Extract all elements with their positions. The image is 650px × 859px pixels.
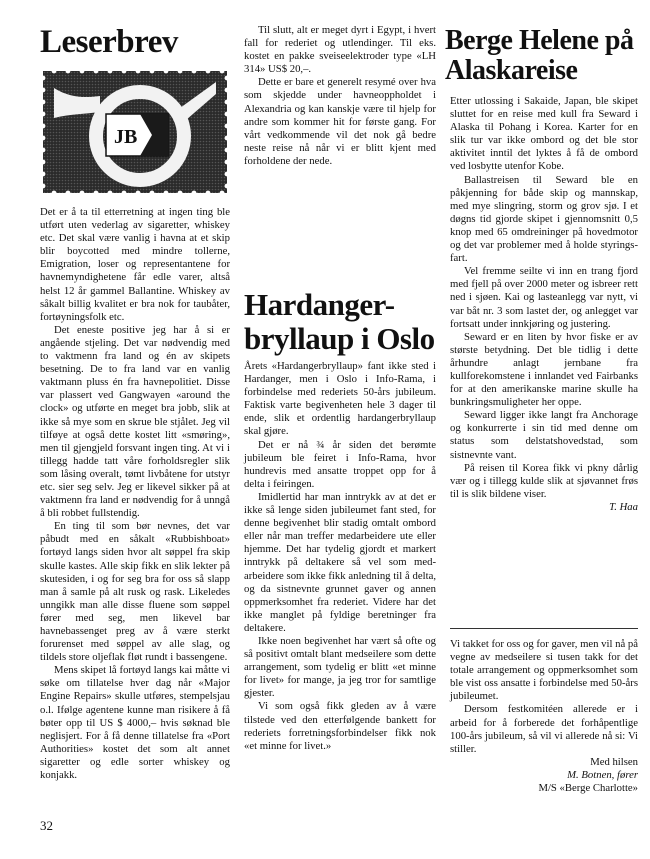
posthorn-logo-icon xyxy=(40,68,230,196)
posthorn-stamp-image xyxy=(40,68,230,196)
page-number: 32 xyxy=(40,818,53,833)
signature-ship: M/S «Berge Charlotte» xyxy=(538,782,638,795)
leserbrev-body-column-2 xyxy=(244,24,436,168)
hardanger-body-column xyxy=(244,360,436,753)
paragraph: På reisen til Korea fikk vi pkny dårlig vær og i tillegg kulde slik at sjøvannet frøs til is slik bildene viser. xyxy=(450,461,638,500)
paragraph: Dette er bare et generelt resymé over hva som skjedde under havneoppholdet i Alexandria og kan kanskje være til hjelp for andre som kommer hit for første gang. For vårt vedkommende vil det nok gå bedre neste reise nå når vi er blitt kjent med forholdene der nede. xyxy=(244,76,436,167)
paragraph: Seward er en liten by hvor fiske er av største betydning. Det ble tidlig i dette århundre anlagt jernbane fra kullforekomstene i innlandet ved Fairbanks for at den amerikanske marine skulle ha bunkringsmuligheter her oppe. xyxy=(450,330,638,409)
paragraph: Ballastreisen til Seward ble en påkjenning for både skip og mannskap, med mye slingring, storm og grov sjø. I et døgns tid gjorde skipet i gjennomsnitt 0,5 knop med 65 omdreininger på hovedmotor og det var problemer med å holde styringsfart. xyxy=(450,173,638,265)
paragraph: Ikke noen begivenhet har vært så ofte og så positivt omtalt blant medseilere som dette arrangement, som tydelig er blitt «et minne for livet» for mange, ja jeg tror for samtlige gjester. xyxy=(244,634,436,700)
paragraph: En ting til som bør nevnes, det var påbudt med en såkalt «Rubbishboat» fortøyd langs siden hvor alt søppel fra skip skulle kastes. Alle skip fikk en slik lekter på skutesiden, i og for seg bra for oss så slapp man å samle på alt rusk og rask. Likeledes unngikk man alle disse fluene som søppel fører med seg, men likevel bar havnebassenget preg av å være sterkt forurenset med søppel av alle slag, og tildels store oljeflak fløt rundt i bassengene. xyxy=(40,520,230,664)
berge-helene-body-column xyxy=(450,95,638,514)
svg-text:JB: JB xyxy=(114,126,138,148)
paragraph: Årets «Hardangerbryllaup» fant ikke sted i Hardanger, men i Oslo i Info-Rama, i forbindelse med rederiets 50-års jubileum. Faktisk varte begivenheten hele 3 dager til ende, slik et ordentlig hardangerbryllaup skal gjøre. xyxy=(244,360,436,438)
closing-line: Med hilsen xyxy=(590,755,638,768)
hardanger-title: Hardanger-bryllaup i Oslo xyxy=(244,287,435,356)
author-signature: T. Haa xyxy=(609,500,638,513)
hardanger-body-continued xyxy=(450,638,638,795)
signature-name: M. Botnen, fører xyxy=(567,768,638,781)
paragraph: Det er å ta til etterretning at ingen ting ble utført uten vederlag av sigaretter, whiskey etc. Det skal være vanlig i havna at et skip blir boycotted med mindre tollerne, Emigration, loser og representantene for havnemyndighetene får edle varer, altså helst 12 år gammel Ballantine. Whiskey av såkalt billig kvalitet er bra nok for taubåter, fortøyningsfolk etc. xyxy=(40,206,230,323)
paragraph: Seward ligger ikke langt fra Anchorage og konkurrerte i sin tid med denne om status som delstatshovedstad, som sistnevnte vant. xyxy=(450,409,638,461)
leserbrev-title: Leserbrev xyxy=(40,24,178,60)
paragraph: Dersom festkomitéen allerede er i arbeid for å forberede det forhåpentlige 100-års jubileum, så vil vi allerede nå si: Vi stiller. xyxy=(450,703,638,755)
paragraph: Til slutt, alt er meget dyrt i Egypt, i hvert fall for rederiet og utlendinger. Til eks. kostet en pakke sveiseelektroder type «LH 314» US$ 20,–. xyxy=(244,24,436,76)
paragraph: Det eneste positive jeg har å si er angående stjeling. Det var nødvendig med to vaktmenn fra land og én av skipets besetning. De to fra land var en vanlig vaktmann pluss én fra havnepolitiet. Disse var plassert ved Gangwayen «around the clock» og utførte en meget bra jobb, slik at ikke så mye som en skrue ble stjålet. Jeg vil tilføye at også dette kostet litt «smøring», men til gjengjeld forsvant ingen ting. At vi i tillegg hadde tatt våre forholdsregler slik som låsing overalt, tømt livbåtene for utstyr etc. sier seg selv. Jeg er likevel sikker på at vaktmenn fra land er nødvendig for å unngå å bli robbet fullstendig. xyxy=(40,323,230,520)
leserbrev-body-column-1 xyxy=(40,206,230,782)
paragraph: Etter utlossing i Sakaide, Japan, ble skipet sluttet for en reise med kull fra Seward i Alaska til Pohang i Korea. Karter for en slik tur var ikke ombord og det ble stor aktivitet inntil det lyktes å få de ombord ved losbytte utenfor Kobe. xyxy=(450,95,638,173)
paragraph: Mens skipet lå fortøyd langs kai måtte vi søke om tillatelse hver dag når «Major Engine Repairs» skulle utføres, stempelsjau o.l. Ifølge agentene kunne man risikere å få bøter opp til US $ 4000,– hvis søknad ble neglisjert. For å få denne tillatelse fra «Port Authorities» kostet det som alt annet sigaretter og edle sorter whiskey og konjakk. xyxy=(40,664,230,782)
paragraph: Vi som også fikk gleden av å være tilstede ved den etterfølgende bankett for rederiets forretningsforbindelser fikk nok «et minne for livet.» xyxy=(244,700,436,752)
paragraph: Det er nå ¾ år siden det berømte jubileum ble feiret i Info-Rama, hvor hundrevis med ansatte troppet opp for å delta i feiringen. xyxy=(244,438,436,490)
paragraph: Vel fremme seilte vi inn en trang fjord med fjell på over 2000 meter og isbreer rett ned i sjøen. Kai og lasteanlegg var nytt, vi var båt nr. 3 som lastet der, og anlegget var fortsatt under innkjøring og justering. xyxy=(450,265,638,330)
paragraph: Vi takket for oss og for gaver, men vil nå på vegne av medseilere si tusen takk for det totale arrangement og oppmerksomhet som ble vist oss ansatte i forbindelse med 50-års jubileumet. xyxy=(450,638,638,703)
berge-helene-title: Berge Helene på Alaskareise xyxy=(445,25,634,86)
column-divider xyxy=(450,628,638,629)
paragraph: Imidlertid har man inntrykk av at det er ikke så lenge siden jubileumet fant sted, for denne begivenhet blir stadig omtalt ombord eller når man treffer medarbeidere ute eller hjemme. Det har tydelig gjordt et markert inntrykk på deltakere så vel som medarbeidere som ikke fikk anledning til å delta, og da sistnevnte grunnet gaver og annen oppmerksomhet fra rederiet. Videre har det ikke manglet på fyldige beretninger fra deltakere. xyxy=(244,490,436,634)
